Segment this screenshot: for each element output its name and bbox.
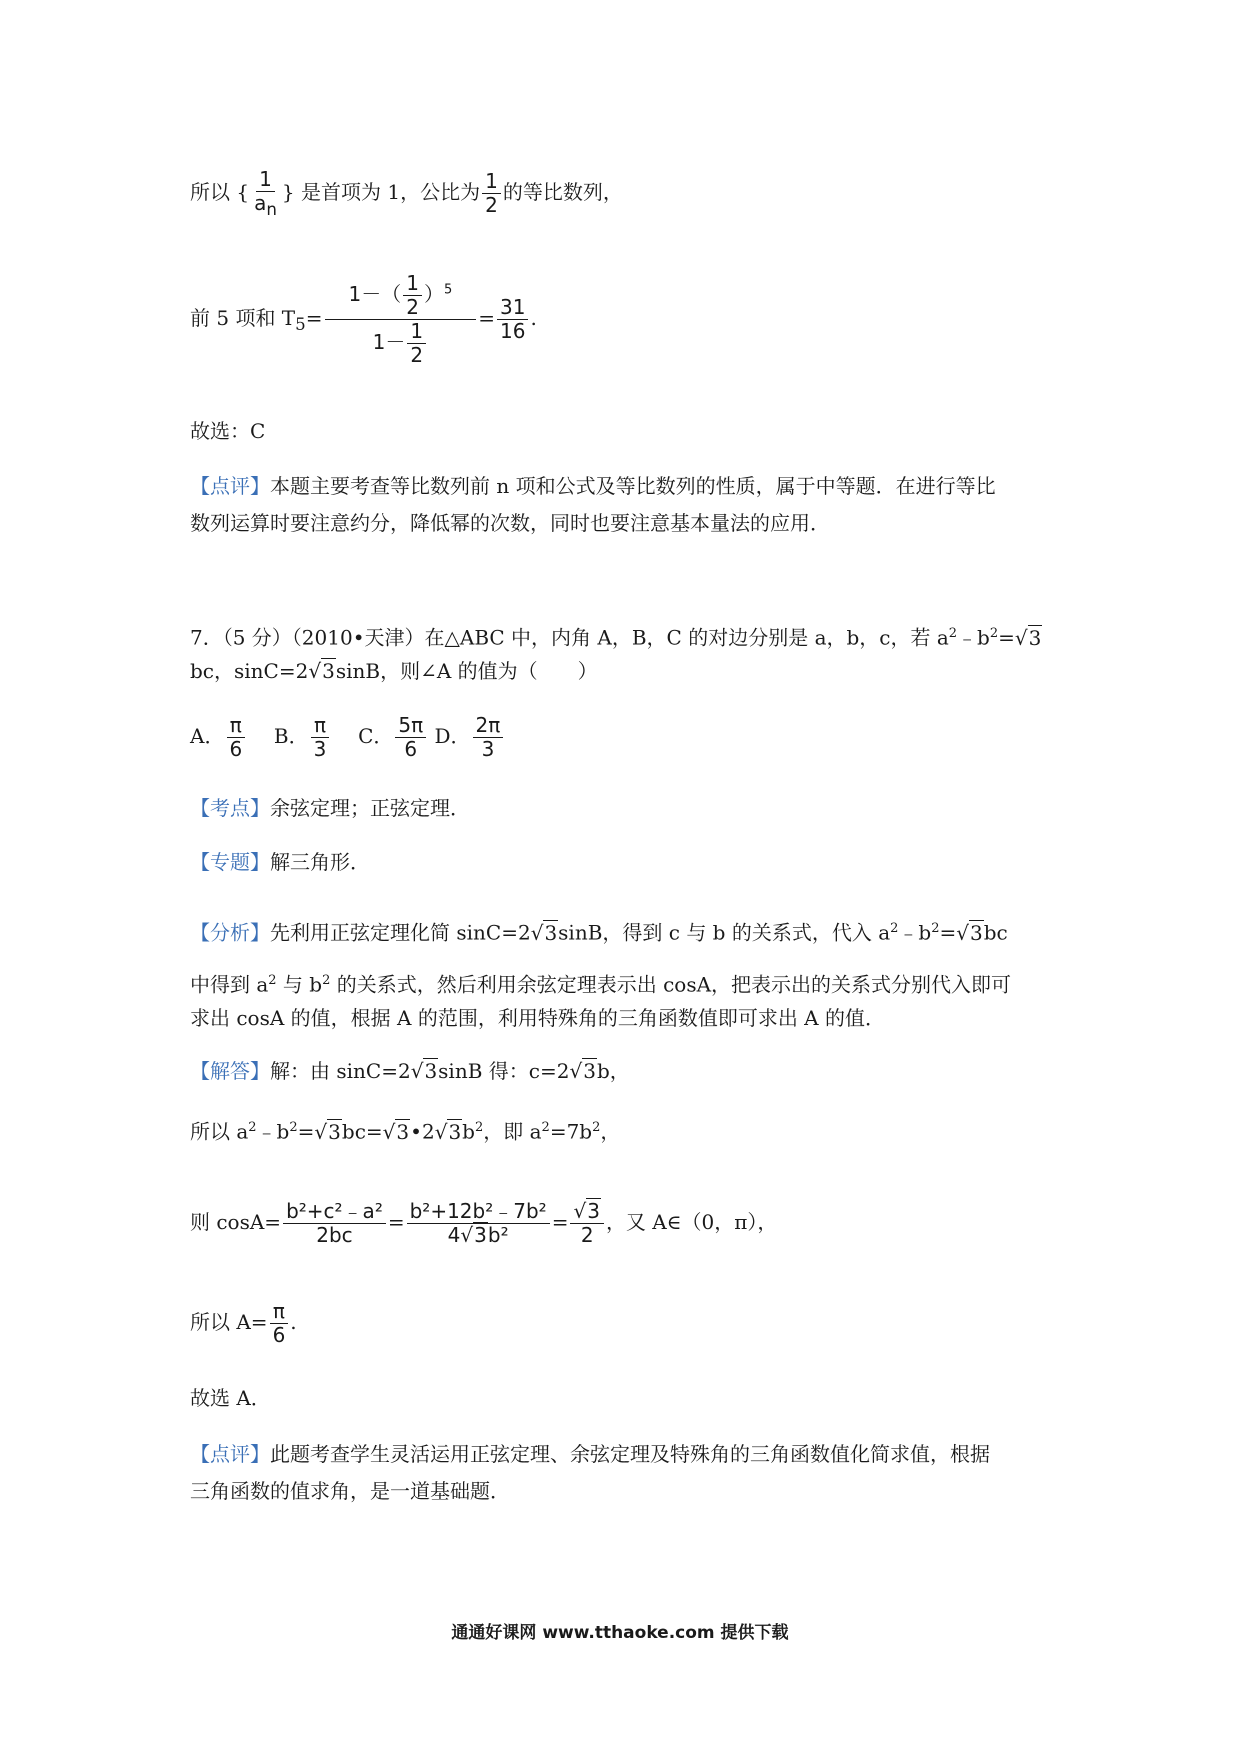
option-d: D． $\frac{2\pi}{3}$: [435, 724, 506, 748]
option-a: A． $\frac{\pi}{6}$: [190, 724, 247, 748]
ratio-fraction: $\frac{1}{2}$: [482, 170, 501, 217]
review-paragraph-2-cont: 三角函数的值求角，是一道基础题．: [190, 1479, 510, 1503]
fenxi-section: 【分析】先利用正弦定理化简 sinC=2√3sinB，得到 c 与 b 的关系式，代入 $a^2﹣b^2=√3bc$: [190, 920, 1008, 945]
jieda-section: 【解答】解：由 sinC=2√3sinB 得：c=2√3b，: [190, 1059, 630, 1083]
solution-step-1: 所以 $a^2﹣b^2=√3bc=√3•2√3b^2$，即 $a^2=7b^2$，: [190, 1119, 621, 1144]
solution-step-3: 所以 A= $\frac{\pi}{6}$ .: [190, 1299, 297, 1347]
sum-formula: 前 5 项和 $T_5=$ 1－（ $\frac{1}{2}$ ）$^5$ 1－ $\frac{1}{2}$ = $\frac{31}{16}$ .: [190, 271, 537, 367]
zhuanti-section: 【专题】解三角形．: [190, 850, 370, 874]
page-footer: 通通好课网 www.tthaoke.com 提供下载: [451, 1623, 789, 1643]
result-fraction: $\frac{31}{16}$: [497, 296, 528, 343]
cos-fraction-2: $\frac{\text{b²+12b²﹣7b²}}{\text{4√3b²}}$: [407, 1200, 550, 1247]
answer-line: 故选：C: [190, 419, 266, 443]
review-paragraph: 【点评】本题主要考查等比数列前 n 项和公式及等比数列的性质，属于中等题．在进行等比: [190, 474, 996, 498]
cos-fraction-1: $\frac{\text{b²+c²﹣a²}}{2bc}$: [283, 1200, 386, 1247]
question-7: 7．（5 分）（2010•天津）在△ABC 中，内角 A，B，C 的对边分别是 a，b，c，若 $a^2﹣b^2=√3$: [190, 625, 1042, 650]
fenxi-section-cont: 中得到 $a^2$ 与 $b^2$ 的关系式，然后利用余弦定理表示出 cosA，把表示出的关系式分别代入即可: [190, 972, 1012, 997]
sqrt-symbol: √3: [1014, 625, 1042, 650]
solution-step-2: 则 cosA= $\frac{\text{b²+c²﹣a²}}{2bc}$ = $\frac{\text{b²+12b²﹣7b²}}{\text{4√3b²}}$ = $\frac{√3}{2}$ ，又 A∈（0，π），: [190, 1199, 778, 1247]
review-tag: 【点评】: [190, 474, 270, 498]
option-b: B． $\frac{\pi}{3}$: [274, 724, 331, 748]
series-statement: 所以 { $\frac{1}{a_n}$ } 是首项为 1，公比为 $\frac{1}{2}$ 的等比数列，: [190, 167, 623, 219]
cos-fraction-3: $\frac{√3}{2}$: [570, 1200, 603, 1247]
sum-fraction: 1－（ $\frac{1}{2}$ ）$^5$ 1－ $\frac{1}{2}$: [325, 272, 477, 367]
review-paragraph-cont: 数列运算时要注意约分，降低幂的次数，同时也要注意基本量法的应用．: [190, 511, 830, 535]
fenxi-section-cont2: 求出 cosA 的值，根据 A 的范围，利用特殊角的三角函数值即可求出 A 的值．: [190, 1006, 885, 1030]
option-c: C． $\frac{5\pi}{6}$: [358, 724, 428, 748]
review-paragraph-2: 【点评】此题考查学生灵活运用正弦定理、余弦定理及特殊角的三角函数值化简求值，根据: [190, 1442, 990, 1466]
solution-step-4: 故选 A．: [190, 1386, 271, 1410]
kaodian-section: 【考点】余弦定理；正弦定理．: [190, 796, 470, 820]
answer-options: [190, 714, 505, 761]
question-7-cont: bc，sinC=2√3sinB，则∠A 的值为（ ）: [190, 659, 598, 683]
reciprocal-fraction: $\frac{1}{a_n}$: [254, 167, 277, 219]
